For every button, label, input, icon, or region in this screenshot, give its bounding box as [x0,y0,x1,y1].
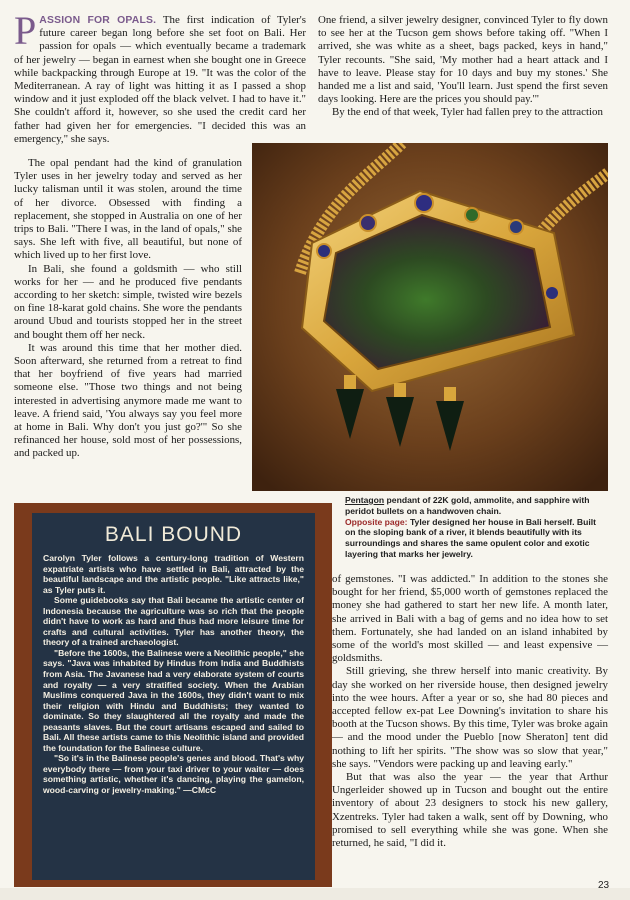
article-paragraph: By the end of that week, Tyler had fallen prey to the attraction [332,106,603,119]
article-paragraph: It was around this time that her mother died. Soon afterward, she returned from a retreat to find that her boyfriend of five years had married someone else. "Those two things and not being interested in advertising anymore made me want to leave. A friend said, 'You always say you feel more at home in Bali. Why don't you just go?'" So she refinanced her house, sold most of her possessions, and packed up. [14,341,242,460]
footer-strip [0,888,630,900]
sidebar-paragraph: Some guidebooks say that Bali became the artistic center of Indonesia because the agriculture was so rich that the people didn't have to work as hard and thus had more leisure time for crafts and cultural activities. Tyler has another theory, the theory of a trained archaeologist. [43,595,304,648]
section-leadin: ASSION FOR OPALS. [39,15,157,26]
caption-opposite-lead: Opposite page: [345,516,408,527]
page-number: 23 [598,880,610,891]
article-paragraph: But that was also the year — the year that Arthur Ungerleider showed up in Tucson and bought out the entire inventory of about 23 designers to stock his new gallery, Xzentreks. Tyler had taken a walk, sent off by Downing, who promised to sell everything while she was gone. When she returned, he said, "I did it. [332,771,608,850]
photo-caption [345,495,608,560]
sidebar-box [14,503,332,887]
article-paragraph: The first indication of Tyler's future career began long before she set foot on Bali. Her passion for opals — which eventually became a trademark of her jewelry — began in earnest when she bought one in Greece while backpacking through Europe at 19. "It was the color of the Mediterranean. A ray of light was hitting it as I passed a shop window and it just exploded off the black velvet. I had to have it." She couldn't afford it, however, so she used the credit card her father had given her for emergencies. "I decided this was an emergency," she says. [14,14,306,145]
article-paragraph: The opal pendant had the kind of granulation Tyler uses in her jewelry today and served as her lucky talisman until it was stolen, around the time of her divorce. Obsessed with finding a replacement, she stopped in Australia on one of her trips to Bali. "There I was, in the land of opals," she says. She left with five, all beautiful, but none of which lived up to her first love. [14,157,242,262]
caption-lead: Pentagon [345,495,385,505]
article-column-left-lower [14,157,242,461]
drop-cap: P [14,8,37,53]
pendant-photo [252,143,608,491]
article-column-right-bottom [332,573,608,850]
article-paragraph: of gemstones. "I was addicted." In addition to the stones she bought for her friend, $5,000 worth of gemstones replaced the money she had gathered to start her new life. A month later, she arrived in Bali with a bag of gems and no idea how to set them. Fortunately, she had landed on an island inhabited by some of the world's most skilled — and least expensive — goldsmiths. [332,573,608,665]
article-column-left-top [14,8,306,146]
sidebar-paragraph: "Before the 1600s, the Balinese were a Neolithic people," she says. "Java was inhabited by Hindus from India and Buddhists from Asia. The Javanese had a very elaborate system of courts and royalty — a very stratified society. When the Arabian Muslims conquered Java in the 1600s, they didn't want to mix their religion with Hindu and Buddhists; they wanted to dominate. So they slaughtered all the royalty and made the peasants slaves. But the court artisans escaped and sailed to Bali. All these artists came to this Neolithic island and provided the foundation for the Balinese culture. [43,647,304,753]
caption-text: pendant of 22K gold, ammolite, and sapphire with peridot bullets on a handwoven chain. [345,495,590,516]
article-paragraph: In Bali, she found a goldsmith — who still works for her — and he produced five pendants according to her sketch: simple, twisted wire bezels on fine 18-karat gold chains. She wore the pendants around Ubud and tourists stopped her in the street and bought them off her neck. [14,262,242,341]
article-paragraph: One friend, a silver jewelry designer, convinced Tyler to fly down to see her at the Tucson gem shows before taking off. "When I arrived, she was white as a sheet, bags packed, keys in hand," Tyler recounts. "She said, 'My mother had a heart attack and I have to leave. Please stay for 10 days and buy my stones.' She handed me a list and said, 'You'll learn. Just spend the first seven days looking. Here are the prices you should pay.'" [318,14,608,106]
sidebar-paragraph: Carolyn Tyler follows a century-long tradition of Western expatriate artists who have settled in Bali, attracted by the beautiful landscape and the artistic people. "Like attracts like," as Tyler puts it. [43,553,304,595]
sidebar-panel [32,513,315,880]
pendant-illustration [252,143,608,491]
sidebar-paragraph: "So it's in the Balinese people's genes and blood. That's why everybody there — from your taxi driver to your waiter — does something artistic, whether it's dancing, playing the gamelon, wood-carving or jewelry-making." —CMcC [43,753,304,796]
sidebar-title: BALI BOUND [104,523,243,546]
article-column-right-top [318,14,608,120]
sidebar-text [43,553,304,796]
article-paragraph: Still grieving, she threw herself into manic creativity. By day she worked on her riverside house, then designed jewelry into the wee hours. After a year or so, she had 80 pieces and accepted fellow ex-pat Lee Downing's invitation to share his booth at the Tucson shows. By this time, Tyler was broke again — and the mood under the Pueblo [now Sheraton] tent did nothing to lift her spirits. "The show was so slow that year," she says. "Vendors were packing up and leaving early." [332,665,608,770]
caption-text-2: Tyler designed her house in Bali herself. Built on the sloping bank of a river, it blends beautifully with its surroundings and shares the same opulent color and exotic layering that marks her jewelry. [345,516,597,559]
